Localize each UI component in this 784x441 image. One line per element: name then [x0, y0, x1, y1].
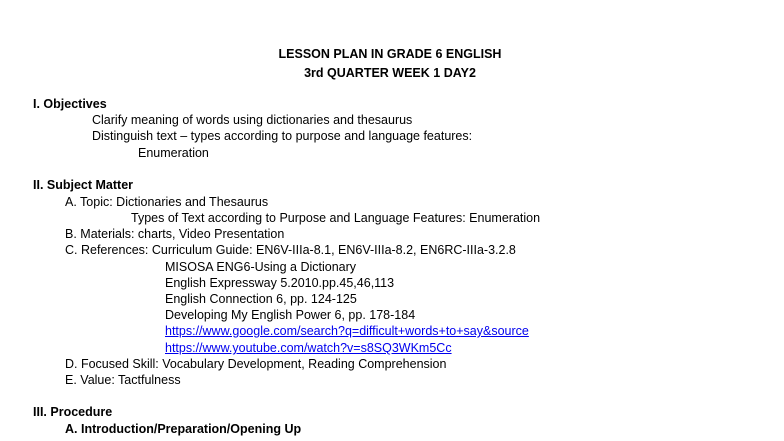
objective-item: Clarify meaning of words using dictionaries and thesaurus	[92, 113, 413, 127]
subject-matter-heading: II. Subject Matter	[33, 178, 134, 192]
reference-item: MISOSA ENG6-Using a Dictionary	[165, 260, 357, 274]
topic-line: A. Topic: Dictionaries and Thesaurus	[65, 195, 269, 209]
page-title: LESSON PLAN IN GRADE 6 ENGLISH	[278, 47, 502, 61]
page-subtitle: 3rd QUARTER WEEK 1 DAY2	[304, 66, 476, 80]
reference-link-youtube[interactable]: https://www.youtube.com/watch?v=s8SQ3WKm5Cc	[165, 341, 452, 355]
reference-item: English Expressway 5.2010.pp.45,46,113	[165, 276, 395, 290]
reference-item: English Connection 6, pp. 124-125	[165, 292, 357, 306]
value-line: E. Value: Tactfulness	[65, 373, 181, 387]
procedure-item: A. Introduction/Preparation/Opening Up	[65, 422, 302, 436]
topic-sub-line: Types of Text according to Purpose and Language Features: Enumeration	[131, 211, 541, 225]
objective-item: Distinguish text – types according to purpose and language features:	[92, 129, 473, 143]
materials-line: B. Materials: charts, Video Presentation	[65, 227, 285, 241]
reference-link-google[interactable]: https://www.google.com/search?q=difficult+words+to+say&source	[165, 324, 529, 338]
procedure-heading: III. Procedure	[33, 405, 113, 419]
focused-skill-line: D. Focused Skill: Vocabulary Development, Reading Comprehension	[65, 357, 447, 371]
references-line: C. References: Curriculum Guide: EN6V-IIIa-8.1, EN6V-IIIa-8.2, EN6RC-IIIa-3.2.8	[65, 243, 516, 257]
objective-sub-item: Enumeration	[138, 146, 209, 160]
reference-item: Developing My English Power 6, pp. 178-184	[165, 308, 416, 322]
objectives-heading: I. Objectives	[33, 97, 107, 111]
